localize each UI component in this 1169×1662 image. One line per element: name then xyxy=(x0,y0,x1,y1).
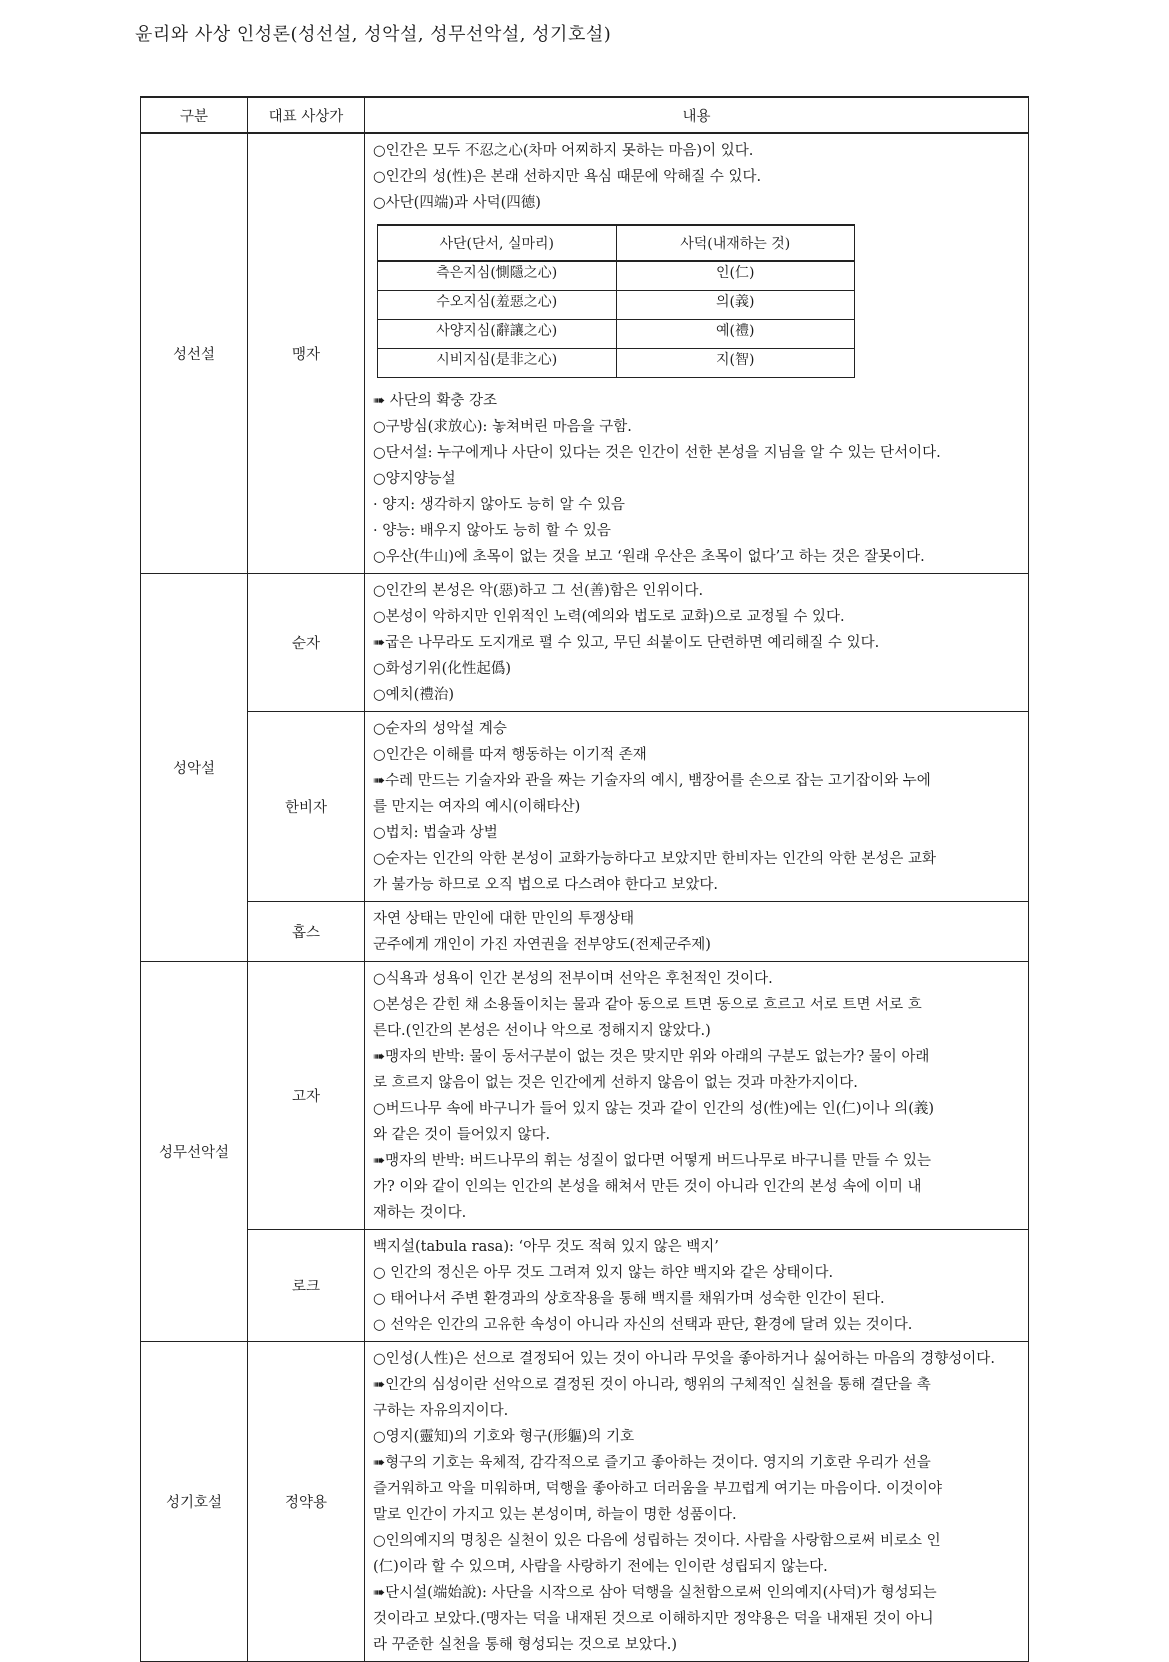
thinker-cell: 맹자 xyxy=(248,133,365,574)
sadeok-cell: 예(禮) xyxy=(616,320,855,349)
thinker-cell: 고자 xyxy=(248,962,365,1230)
content-line: 구하는 자유의지이다. xyxy=(373,1403,509,1419)
thinker-cell: 한비자 xyxy=(248,712,365,902)
content-line: 재하는 것이다. xyxy=(373,1205,467,1221)
sadeok-cell: 지(智) xyxy=(616,349,855,378)
content-line: ○인간의 성(性)은 본래 선하지만 욕심 때문에 악해질 수 있다. xyxy=(373,169,762,185)
content-lines xyxy=(373,138,1020,216)
content-line: ➠ 사단의 확충 강조 xyxy=(373,393,498,409)
table-row xyxy=(141,962,1029,1230)
content-line: ○인성(人性)은 선으로 결정되어 있는 것이 아니라 무엇을 좋아하거나 싫어하는 마음의 경향성이다. xyxy=(373,1351,995,1367)
content-line: ○단서설: 누구에게나 사단이 있다는 것은 인간이 선한 본성을 지님을 알 수 있는 단서이다. xyxy=(373,445,941,461)
content-cell xyxy=(365,902,1029,962)
content-line: ○영지(靈知)의 기호와 형구(形軀)의 기호 xyxy=(373,1429,635,1445)
content-line: ➠맹자의 반박: 버드나무의 휘는 성질이 없다면 어떻게 버드나무로 바구니를 만들 수 있는 xyxy=(373,1153,931,1169)
content-cell xyxy=(365,962,1029,1230)
content-line: · 양능: 배우지 않아도 능히 할 수 있음 xyxy=(373,523,611,539)
category-cell: 성기호설 xyxy=(141,1342,248,1662)
content-line: ○ 인간의 정신은 아무 것도 그려져 있지 않는 하얀 백지와 같은 상태이다. xyxy=(373,1265,834,1281)
table-row xyxy=(141,574,1029,712)
content-line: ○화성기위(化性起僞) xyxy=(373,661,511,677)
content-cell xyxy=(365,574,1029,712)
content-line: ○인간은 모두 不忍之心(차마 어찌하지 못하는 마음)이 있다. xyxy=(373,143,754,159)
content-lines xyxy=(373,1346,1020,1658)
header-category: 구분 xyxy=(141,97,248,133)
table-row xyxy=(141,1342,1029,1662)
sadan-cell: 시비지심(是非之心) xyxy=(378,349,617,378)
content-line: ○인간의 본성은 악(惡)하고 그 선(善)함은 인위이다. xyxy=(373,583,704,599)
content-line: 와 같은 것이 들어있지 않다. xyxy=(373,1127,551,1143)
table-row xyxy=(141,902,1029,962)
content-lines xyxy=(373,906,1020,958)
table-row xyxy=(141,712,1029,902)
content-line: ➠굽은 나무라도 도지개로 펼 수 있고, 무딘 쇠붙이도 단련하면 예리해질 수 있다. xyxy=(373,635,880,651)
category-cell: 성악설 xyxy=(141,574,248,962)
content-line: (仁)이라 할 수 있으며, 사람을 사랑하기 전에는 인이란 성립되지 않는다. xyxy=(373,1559,828,1575)
thinker-cell: 홉스 xyxy=(248,902,365,962)
content-line: ○사단(四端)과 사덕(四德) xyxy=(373,195,541,211)
content-line: 른다.(인간의 본성은 선이나 악으로 정해지지 않았다.) xyxy=(373,1023,711,1039)
sub-table-row xyxy=(378,291,855,320)
content-cell xyxy=(365,1230,1029,1342)
sadan-sadeok-table xyxy=(377,224,855,378)
content-lines xyxy=(373,388,1020,570)
content-lines xyxy=(373,966,1020,1226)
content-line: 것이라고 보았다.(맹자는 덕을 내재된 것으로 이해하지만 정약용은 덕을 내재된 것이 아니 xyxy=(373,1611,934,1627)
header-row xyxy=(141,97,1029,133)
content-line: 로 흐르지 않음이 없는 것은 인간에게 선하지 않음이 없는 것과 마찬가지이다. xyxy=(373,1075,858,1091)
content-line: 라 꾸준한 실천을 통해 형성되는 것으로 보았다.) xyxy=(373,1637,678,1653)
content-line: ➠단시설(端始說): 사단을 시작으로 삼아 덕행을 실천함으로써 인의예지(사덕)가 형성되는 xyxy=(373,1585,937,1601)
theory-table xyxy=(140,96,1029,1662)
sadan-cell: 측은지심(惻隱之心) xyxy=(378,261,617,291)
sub-header-sadeok: 사덕(내재하는 것) xyxy=(616,225,855,261)
sadan-cell: 수오지심(羞惡之心) xyxy=(378,291,617,320)
content-lines xyxy=(373,716,1020,898)
content-line: ○본성은 갇힌 채 소용돌이치는 물과 같아 동으로 트면 동으로 흐르고 서로 트면 서로 흐 xyxy=(373,997,922,1013)
thinker-cell: 로크 xyxy=(248,1230,365,1342)
content-line: ○구방심(求放心): 놓쳐버린 마음을 구함. xyxy=(373,419,632,435)
content-line: ➠수레 만드는 기술자와 관을 짜는 기술자의 예시, 뱀장어를 손으로 잡는 고기잡이와 누에 xyxy=(373,773,931,789)
content-line: ○법치: 법술과 상벌 xyxy=(373,825,498,841)
sub-table-row xyxy=(378,261,855,291)
content-line: ○순자의 성악설 계승 xyxy=(373,721,507,737)
sub-header-row xyxy=(378,225,855,261)
sadan-cell: 사양지심(辭讓之心) xyxy=(378,320,617,349)
content-line: ○ 태어나서 주변 환경과의 상호작용을 통해 백지를 채워가며 성숙한 인간이 된다. xyxy=(373,1291,885,1307)
table-row xyxy=(141,1230,1029,1342)
sub-table-row xyxy=(378,320,855,349)
content-lines xyxy=(373,578,1020,708)
table-row xyxy=(141,133,1029,574)
page-title: 윤리와 사상 인성론(성선설, 성악설, 성무선악설, 성기호설) xyxy=(135,24,612,45)
content-line: 군주에게 개인이 가진 자연권을 전부양도(전제군주제) xyxy=(373,937,711,953)
thinker-cell: 정약용 xyxy=(248,1342,365,1662)
sadeok-cell: 의(義) xyxy=(616,291,855,320)
content-lines xyxy=(373,1234,1020,1338)
content-line: 가? 이와 같이 인의는 인간의 본성을 해쳐서 만든 것이 아니라 인간의 본성 속에 이미 내 xyxy=(373,1179,922,1195)
header-thinker: 대표 사상가 xyxy=(248,97,365,133)
thinker-cell: 순자 xyxy=(248,574,365,712)
content-line: ○양지양능설 xyxy=(373,471,456,487)
content-cell xyxy=(365,1342,1029,1662)
content-line: 가 불가능 하므로 오직 법으로 다스려야 한다고 보았다. xyxy=(373,877,719,893)
content-line: 즐거워하고 악을 미워하며, 덕행을 좋아하고 더러움을 부끄럽게 여기는 마음이다. 이것이야 xyxy=(373,1481,942,1497)
content-cell xyxy=(365,712,1029,902)
content-line: ○버드나무 속에 바구니가 들어 있지 않는 것과 같이 인간의 성(性)에는 인(仁)이나 의(義) xyxy=(373,1101,935,1117)
content-line: 말로 인간이 가지고 있는 본성이며, 하늘이 명한 성품이다. xyxy=(373,1507,737,1523)
content-line: ➠맹자의 반박: 물이 동서구분이 없는 것은 맞지만 위와 아래의 구분도 없는가? 물이 아래 xyxy=(373,1049,930,1065)
content-line: 자연 상태는 만인에 대한 만인의 투쟁상태 xyxy=(373,911,635,927)
content-line: ○인의예지의 명칭은 실천이 있은 다음에 성립하는 것이다. 사람을 사랑함으로써 비로소 인 xyxy=(373,1533,941,1549)
content-line: ➠형구의 기호는 육체적, 감각적으로 즐기고 좋아하는 것이다. 영지의 기호란 우리가 선을 xyxy=(373,1455,931,1471)
content-line: ○우산(牛山)에 초목이 없는 것을 보고 ‘원래 우산은 초목이 없다’고 하는 것은 잘못이다. xyxy=(373,549,925,565)
sub-table-row xyxy=(378,349,855,378)
content-line: 를 만지는 여자의 예시(이해타산) xyxy=(373,799,581,815)
content-line: ○ 선악은 인간의 고유한 속성이 아니라 자신의 선택과 판단, 환경에 달려 있는 것이다. xyxy=(373,1317,913,1333)
content-line: ○본성이 악하지만 인위적인 노력(예의와 법도로 교화)으로 교정될 수 있다. xyxy=(373,609,845,625)
category-cell: 성무선악설 xyxy=(141,962,248,1342)
content-line: · 양지: 생각하지 않아도 능히 알 수 있음 xyxy=(373,497,625,513)
content-line: ○인간은 이해를 따져 행동하는 이기적 존재 xyxy=(373,747,647,763)
content-line: ○예치(禮治) xyxy=(373,687,454,703)
sub-header-sadan: 사단(단서, 실마리) xyxy=(378,225,617,261)
category-cell: 성선설 xyxy=(141,133,248,574)
sadeok-cell: 인(仁) xyxy=(616,261,855,291)
content-line: ○순자는 인간의 악한 본성이 교화가능하다고 보았지만 한비자는 인간의 악한 본성은 교화 xyxy=(373,851,936,867)
content-line: ○식욕과 성욕이 인간 본성의 전부이며 선악은 후천적인 것이다. xyxy=(373,971,773,987)
content-cell xyxy=(365,133,1029,574)
content-line: ➠인간의 심성이란 선악으로 결정된 것이 아니라, 행위의 구체적인 실천을 통해 결단을 촉 xyxy=(373,1377,931,1393)
content-line: 백지설(tabula rasa): ‘아무 것도 적혀 있지 않은 백지’ xyxy=(373,1239,719,1255)
header-content: 내용 xyxy=(365,97,1029,133)
